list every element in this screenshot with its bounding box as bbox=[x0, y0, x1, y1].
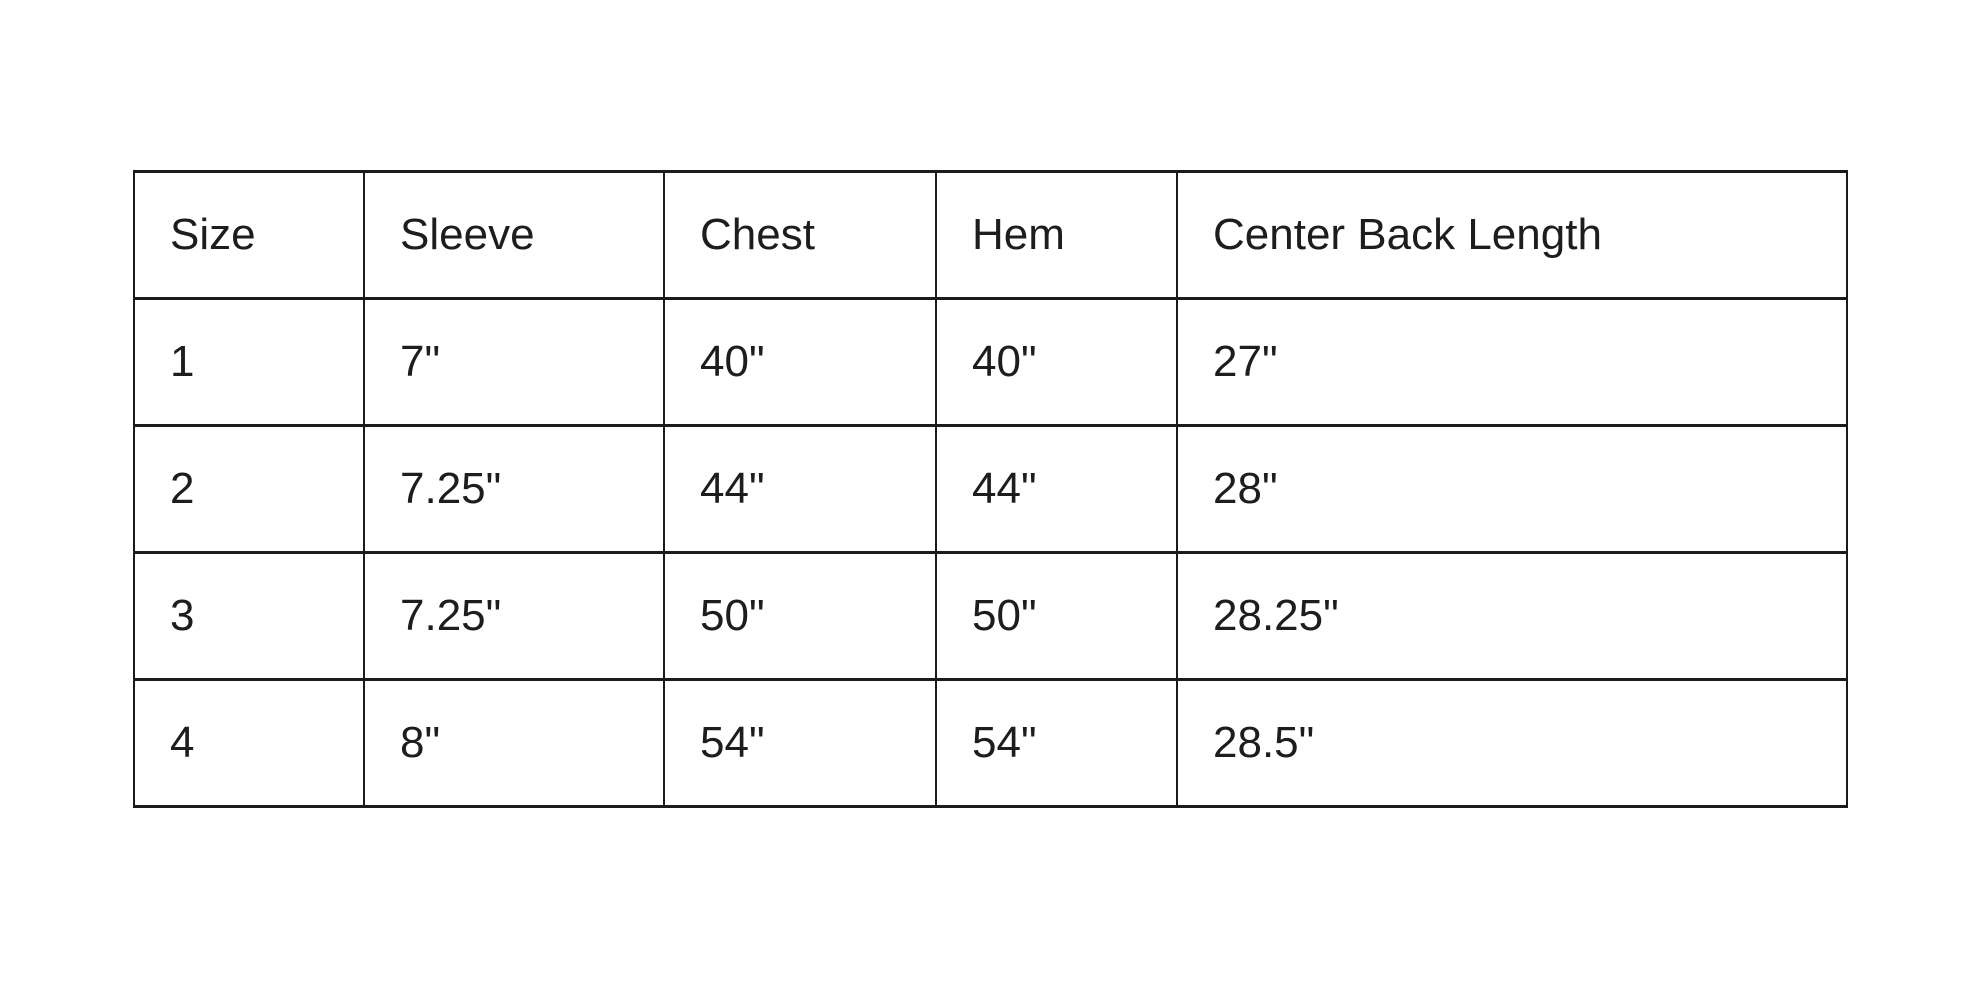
cell-size: 2 bbox=[134, 426, 364, 553]
column-header-sleeve: Sleeve bbox=[364, 172, 664, 299]
cell-center-back-length: 27" bbox=[1177, 299, 1847, 426]
size-chart-table bbox=[133, 170, 1848, 808]
table-row-size-3 bbox=[134, 553, 1847, 680]
cell-hem: 50" bbox=[936, 553, 1177, 680]
cell-sleeve: 7.25" bbox=[364, 426, 664, 553]
cell-hem: 54" bbox=[936, 680, 1177, 807]
table-row-size-4 bbox=[134, 680, 1847, 807]
table-row-size-1 bbox=[134, 299, 1847, 426]
cell-center-back-length: 28" bbox=[1177, 426, 1847, 553]
cell-chest: 40" bbox=[664, 299, 936, 426]
column-header-hem: Hem bbox=[936, 172, 1177, 299]
cell-sleeve: 8" bbox=[364, 680, 664, 807]
cell-hem: 44" bbox=[936, 426, 1177, 553]
cell-chest: 44" bbox=[664, 426, 936, 553]
cell-chest: 50" bbox=[664, 553, 936, 680]
table-row-size-2 bbox=[134, 426, 1847, 553]
cell-hem: 40" bbox=[936, 299, 1177, 426]
cell-center-back-length: 28.25" bbox=[1177, 553, 1847, 680]
cell-chest: 54" bbox=[664, 680, 936, 807]
header-row bbox=[134, 172, 1847, 299]
cell-size: 3 bbox=[134, 553, 364, 680]
column-header-size: Size bbox=[134, 172, 364, 299]
cell-size: 4 bbox=[134, 680, 364, 807]
cell-center-back-length: 28.5" bbox=[1177, 680, 1847, 807]
cell-sleeve: 7.25" bbox=[364, 553, 664, 680]
cell-size: 1 bbox=[134, 299, 364, 426]
column-header-chest: Chest bbox=[664, 172, 936, 299]
cell-sleeve: 7" bbox=[364, 299, 664, 426]
column-header-center-back-length: Center Back Length bbox=[1177, 172, 1847, 299]
